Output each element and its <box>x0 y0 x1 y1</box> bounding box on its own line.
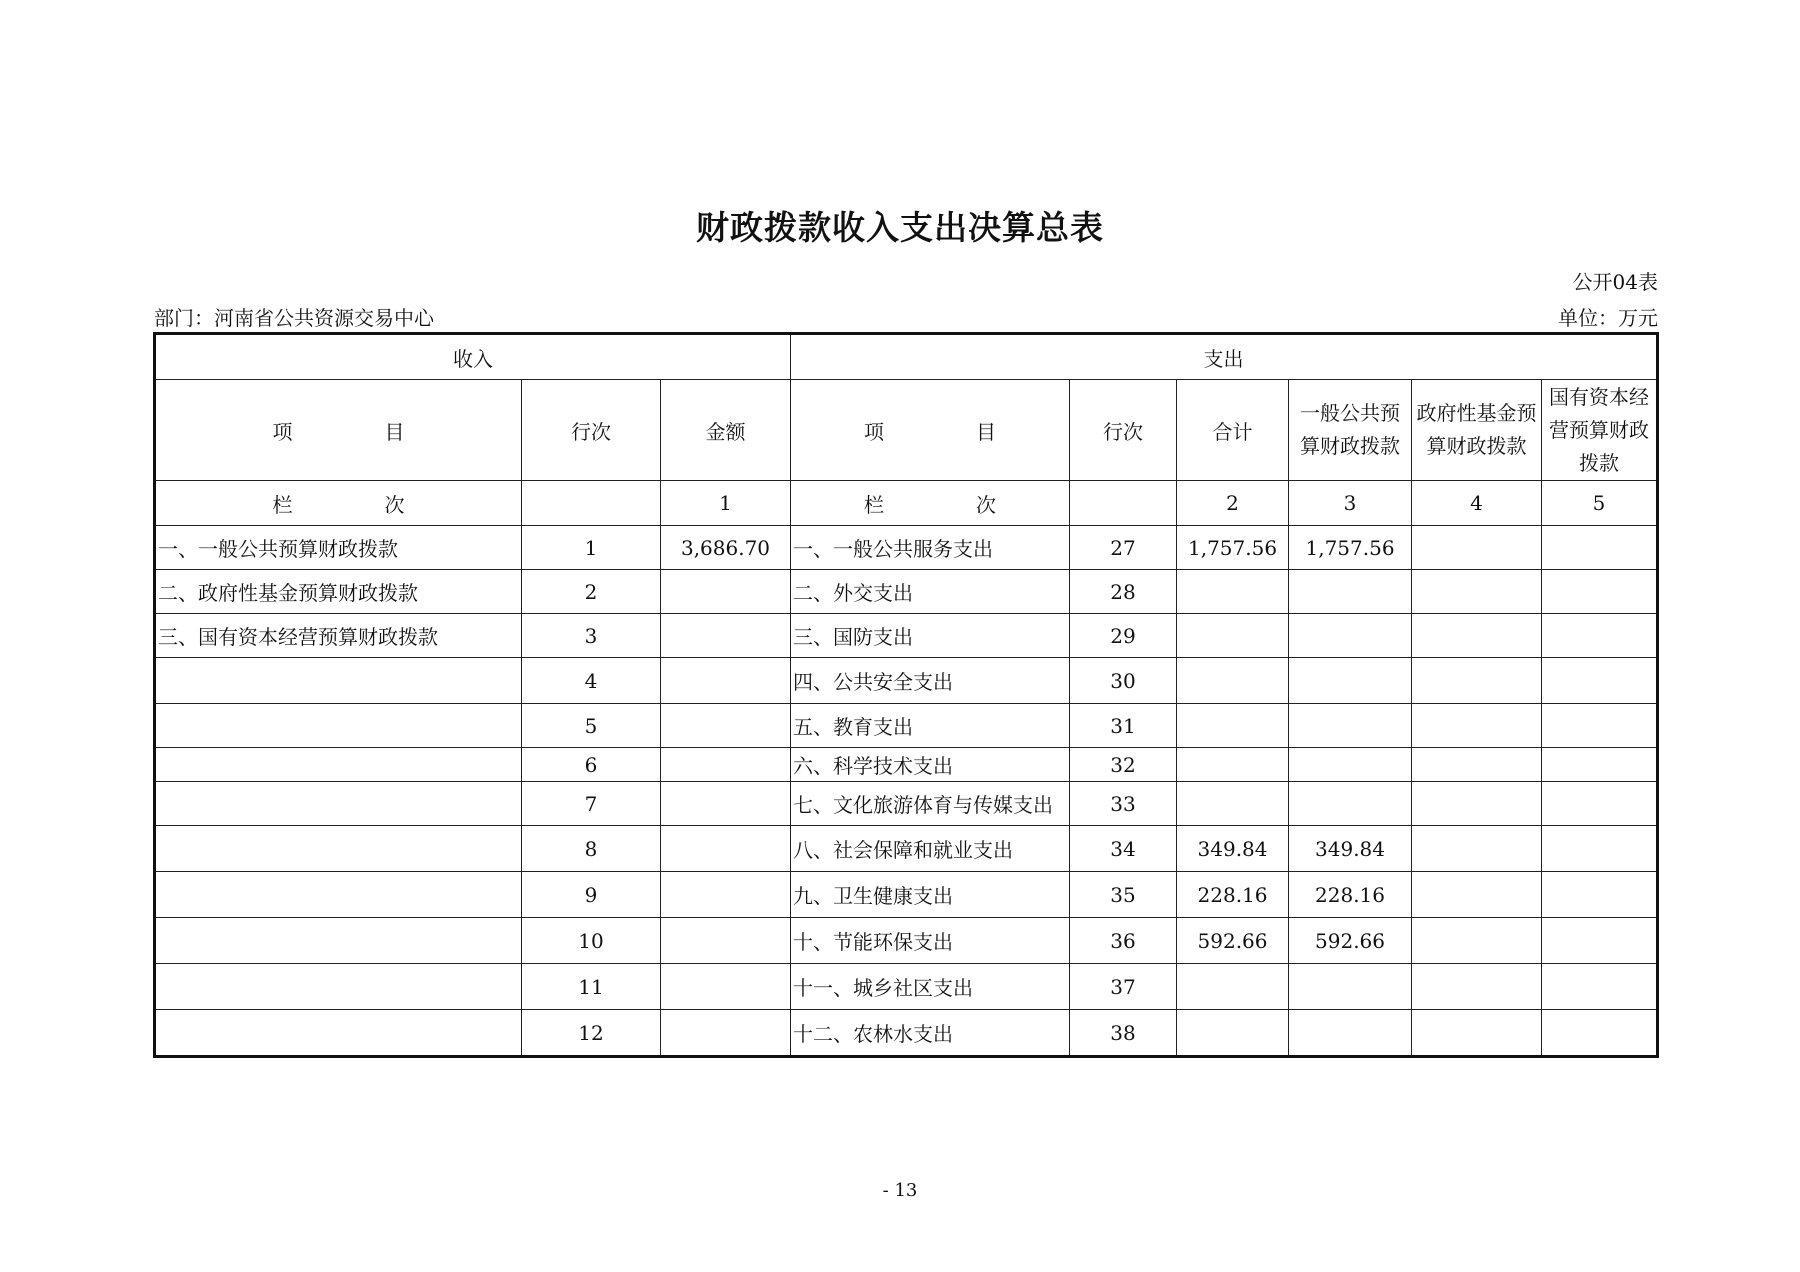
income-row: 4 <box>522 658 661 704</box>
gov-fund <box>1412 964 1542 1010</box>
table-row <box>155 918 1658 964</box>
general-budget <box>1289 964 1412 1010</box>
gov-fund <box>1412 658 1542 704</box>
income-item <box>155 1010 522 1057</box>
income-item <box>155 748 522 782</box>
state-capital <box>1542 614 1658 658</box>
expense-row: 29 <box>1070 614 1177 658</box>
expense-item: 十二、农林水支出 <box>791 1010 1070 1057</box>
general-budget: 592.66 <box>1289 918 1412 964</box>
expense-total <box>1177 658 1289 704</box>
state-capital <box>1542 658 1658 704</box>
income-amount <box>661 704 791 748</box>
expense-total-header: 合计 <box>1177 380 1289 481</box>
expense-total: 349.84 <box>1177 826 1289 872</box>
expense-total <box>1177 570 1289 614</box>
gov-fund <box>1412 826 1542 872</box>
expense-total <box>1177 748 1289 782</box>
expense-item: 四、公共安全支出 <box>791 658 1070 704</box>
income-amount <box>661 748 791 782</box>
expense-item: 七、文化旅游体育与传媒支出 <box>791 782 1070 826</box>
table-row <box>155 782 1658 826</box>
department-label: 部门：河南省公共资源交易中心 <box>154 306 434 330</box>
expense-row: 34 <box>1070 826 1177 872</box>
income-item <box>155 704 522 748</box>
general-budget <box>1289 704 1412 748</box>
income-amount <box>661 1010 791 1057</box>
state-capital-header: 国有资本经营预算财政拨款 <box>1542 380 1658 481</box>
income-amount <box>661 614 791 658</box>
expense-row: 33 <box>1070 782 1177 826</box>
state-capital <box>1542 704 1658 748</box>
table-row <box>155 614 1658 658</box>
state-capital <box>1542 964 1658 1010</box>
expense-row: 32 <box>1070 748 1177 782</box>
expense-row: 36 <box>1070 918 1177 964</box>
expense-column-label: 栏 次 <box>791 481 1070 526</box>
state-capital <box>1542 918 1658 964</box>
income-item-header: 项 目 <box>155 380 522 481</box>
general-budget <box>1289 1010 1412 1057</box>
budget-summary-table <box>153 332 1659 1058</box>
gov-fund <box>1412 526 1542 570</box>
page-number: - 13 <box>882 1180 918 1201</box>
expense-row: 28 <box>1070 570 1177 614</box>
page-title: 财政拨款收入支出决算总表 <box>696 208 1104 247</box>
income-amount: 3,686.70 <box>661 526 791 570</box>
income-amount-number: 1 <box>661 481 791 526</box>
state-capital <box>1542 872 1658 918</box>
general-budget: 349.84 <box>1289 826 1412 872</box>
income-row: 8 <box>522 826 661 872</box>
general-budget <box>1289 570 1412 614</box>
income-amount <box>661 782 791 826</box>
income-row: 2 <box>522 570 661 614</box>
income-row: 9 <box>522 872 661 918</box>
expense-item: 十一、城乡社区支出 <box>791 964 1070 1010</box>
table-row <box>155 826 1658 872</box>
income-row: 1 <box>522 526 661 570</box>
general-budget-header: 一般公共预算财政拨款 <box>1289 380 1412 481</box>
state-capital <box>1542 526 1658 570</box>
income-item <box>155 872 522 918</box>
form-number: 公开04表 <box>1572 270 1658 294</box>
expense-row: 30 <box>1070 658 1177 704</box>
general-budget: 228.16 <box>1289 872 1412 918</box>
income-item <box>155 918 522 964</box>
income-amount <box>661 872 791 918</box>
expense-total: 1,757.56 <box>1177 526 1289 570</box>
table-row <box>155 526 1658 570</box>
income-row: 10 <box>522 918 661 964</box>
income-amount <box>661 570 791 614</box>
expense-item-header: 项 目 <box>791 380 1070 481</box>
table-row <box>155 748 1658 782</box>
expense-row-blank <box>1070 481 1177 526</box>
expense-row: 35 <box>1070 872 1177 918</box>
state-capital <box>1542 826 1658 872</box>
income-item <box>155 782 522 826</box>
income-row: 12 <box>522 1010 661 1057</box>
general-budget: 1,757.56 <box>1289 526 1412 570</box>
column-header-row <box>155 380 1658 481</box>
expense-item: 三、国防支出 <box>791 614 1070 658</box>
table-row <box>155 658 1658 704</box>
expense-item: 十、节能环保支出 <box>791 918 1070 964</box>
income-row: 5 <box>522 704 661 748</box>
general-budget <box>1289 748 1412 782</box>
general-budget <box>1289 614 1412 658</box>
income-amount <box>661 826 791 872</box>
table-row <box>155 964 1658 1010</box>
total-number: 2 <box>1177 481 1289 526</box>
table-row <box>155 872 1658 918</box>
gov-fund <box>1412 782 1542 826</box>
state-capital <box>1542 748 1658 782</box>
expense-total <box>1177 614 1289 658</box>
expense-section-header: 支出 <box>791 334 1658 380</box>
gov-fund <box>1412 748 1542 782</box>
income-column-label: 栏 次 <box>155 481 522 526</box>
income-item: 一、一般公共预算财政拨款 <box>155 526 522 570</box>
expense-row: 38 <box>1070 1010 1177 1057</box>
gov-fund <box>1412 1010 1542 1057</box>
gov-fund <box>1412 570 1542 614</box>
expense-item: 五、教育支出 <box>791 704 1070 748</box>
income-item: 二、政府性基金预算财政拨款 <box>155 570 522 614</box>
table-row <box>155 704 1658 748</box>
income-amount-header: 金额 <box>661 380 791 481</box>
expense-item: 八、社会保障和就业支出 <box>791 826 1070 872</box>
unit-label: 单位：万元 <box>1558 306 1658 330</box>
general-number: 3 <box>1289 481 1412 526</box>
expense-total <box>1177 964 1289 1010</box>
expense-row: 31 <box>1070 704 1177 748</box>
income-section-header: 收入 <box>155 334 791 380</box>
expense-item: 二、外交支出 <box>791 570 1070 614</box>
table-row <box>155 570 1658 614</box>
income-row-blank <box>522 481 661 526</box>
expense-item: 一、一般公共服务支出 <box>791 526 1070 570</box>
income-item <box>155 826 522 872</box>
income-item: 三、国有资本经营预算财政拨款 <box>155 614 522 658</box>
section-header-row <box>155 334 1658 380</box>
state-capital-number: 5 <box>1542 481 1658 526</box>
state-capital <box>1542 1010 1658 1057</box>
state-capital <box>1542 570 1658 614</box>
income-amount <box>661 658 791 704</box>
general-budget <box>1289 782 1412 826</box>
state-capital <box>1542 782 1658 826</box>
income-amount <box>661 964 791 1010</box>
table-row <box>155 1010 1658 1057</box>
expense-row: 27 <box>1070 526 1177 570</box>
expense-row: 37 <box>1070 964 1177 1010</box>
expense-total <box>1177 704 1289 748</box>
general-budget <box>1289 658 1412 704</box>
expense-row-header: 行次 <box>1070 380 1177 481</box>
gov-fund <box>1412 704 1542 748</box>
gov-fund <box>1412 872 1542 918</box>
expense-item: 六、科学技术支出 <box>791 748 1070 782</box>
income-item <box>155 964 522 1010</box>
income-row: 3 <box>522 614 661 658</box>
expense-total: 228.16 <box>1177 872 1289 918</box>
gov-fund-number: 4 <box>1412 481 1542 526</box>
expense-item: 九、卫生健康支出 <box>791 872 1070 918</box>
income-row: 11 <box>522 964 661 1010</box>
expense-total <box>1177 782 1289 826</box>
income-row: 6 <box>522 748 661 782</box>
expense-total <box>1177 1010 1289 1057</box>
column-number-row <box>155 481 1658 526</box>
income-row: 7 <box>522 782 661 826</box>
gov-fund <box>1412 614 1542 658</box>
income-item <box>155 658 522 704</box>
expense-total: 592.66 <box>1177 918 1289 964</box>
income-row-header: 行次 <box>522 380 661 481</box>
gov-fund <box>1412 918 1542 964</box>
gov-fund-header: 政府性基金预算财政拨款 <box>1412 380 1542 481</box>
income-amount <box>661 918 791 964</box>
